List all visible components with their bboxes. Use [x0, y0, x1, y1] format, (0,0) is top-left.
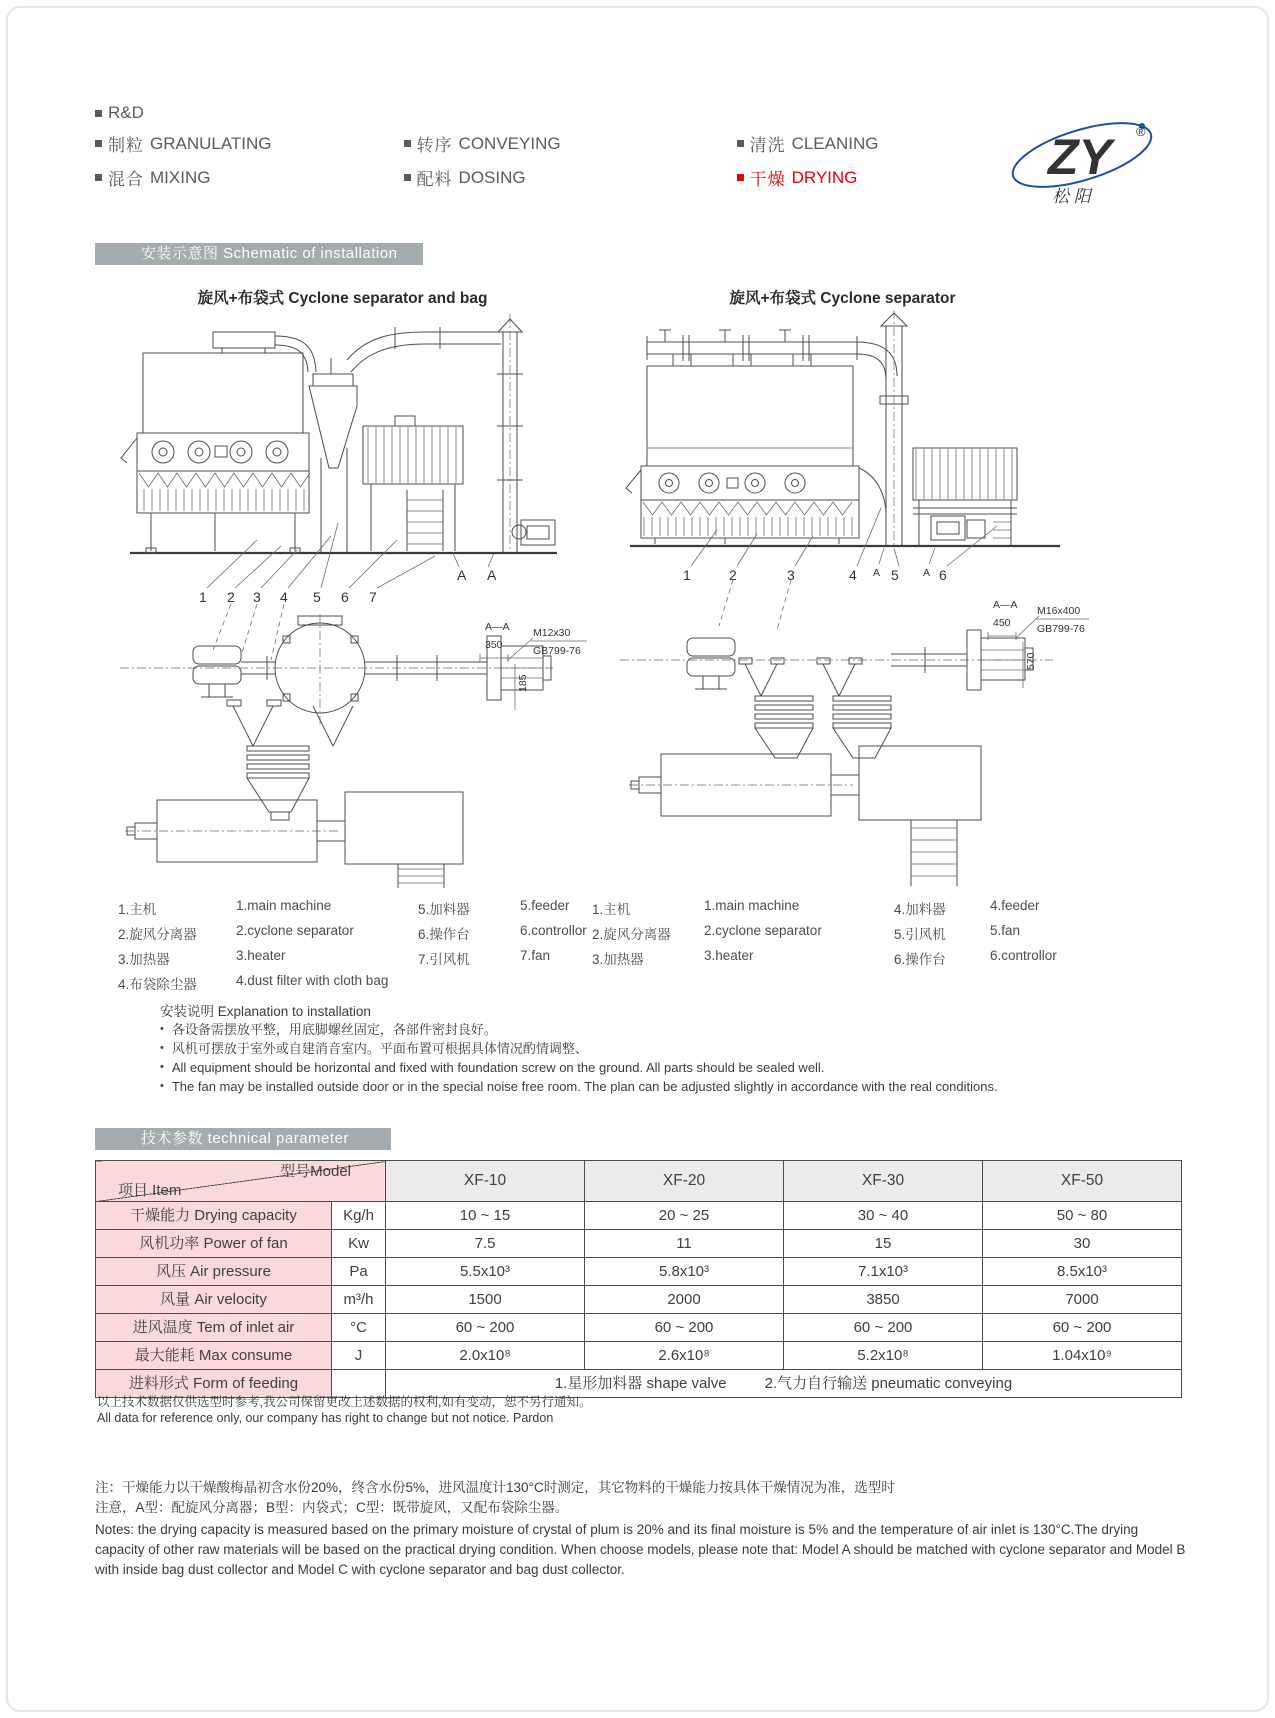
menu-item-drying-active[interactable]	[737, 165, 879, 190]
diagram-left-block	[95, 286, 590, 895]
section-header-installation	[95, 243, 423, 265]
bullet-dot-icon: •	[160, 1023, 164, 1035]
svg-text:GB799-76: GB799-76	[1037, 623, 1085, 635]
logo-subtext: 松 阳	[1052, 187, 1091, 206]
svg-text:570: 570	[1025, 652, 1037, 670]
menu-label-en: CONVEYING	[458, 133, 561, 153]
svg-text:350: 350	[485, 639, 503, 651]
parameter-table-wrap	[95, 1160, 1182, 1398]
legend-left: 1.主机 1.main machine 5.加料器 5.feeder 2.旋风分离器 2.cyclone separator 6.操作台 6.controllor 3.加热器 3.heater 7.引风机 7.fan 4.布袋除尘器 4.dust filter with cloth bag	[118, 898, 587, 992]
right-plan	[620, 630, 1053, 886]
right-dimension-note	[988, 599, 1089, 688]
table-row: 风量 Air velocity m³/h 1500 2000 3850 7000	[96, 1286, 1182, 1314]
menu-label-en: GRANULATING	[150, 133, 272, 153]
bullet-square-icon	[737, 174, 744, 181]
parameter-table	[95, 1160, 1182, 1398]
section-title: 技术参数 technical parameter	[141, 1130, 349, 1147]
menu-label-en: DOSING	[458, 167, 526, 187]
table-row: 进风温度 Tem of inlet air °C 60 ~ 200 60 ~ 200 60 ~ 200 60 ~ 200	[96, 1314, 1182, 1342]
menu-label-cn: 混合	[108, 170, 144, 189]
company-logo	[1000, 108, 1180, 208]
menu-item-rd[interactable]	[95, 103, 879, 123]
bullet-square-icon	[404, 140, 411, 147]
diagram-left-drawing	[95, 308, 590, 890]
left-dimension-note	[480, 621, 587, 710]
model-xf30: XF-30	[784, 1161, 983, 1202]
right-elevation	[626, 310, 1060, 546]
svg-text:3: 3	[787, 567, 795, 583]
menu-label-cn: 制粒	[108, 136, 144, 155]
diagonal-header-cell	[96, 1161, 386, 1202]
diagram-left-caption: 旋风+布袋式 Cyclone separator and bag	[197, 290, 488, 307]
notes-title: 安装说明 Explanation to installation	[160, 1004, 371, 1019]
menu-item-conveying[interactable]	[404, 131, 561, 156]
svg-text:A: A	[923, 567, 931, 579]
bullet-square-icon	[95, 110, 102, 117]
note-text: The fan may be installed outside door or in the special noise free room. The plan can be adjusted slightly in accordance with the real conditions.	[171, 1079, 998, 1094]
table-row: 最大能耗 Max consume J 2.0x10⁸ 2.6x10⁸ 5.2x10⁸ 1.04x10⁹	[96, 1342, 1182, 1370]
svg-text:6: 6	[341, 589, 349, 605]
section-header-technical	[95, 1128, 391, 1150]
svg-text:2: 2	[227, 589, 235, 605]
installation-notes	[160, 1000, 1100, 1096]
svg-text:A—A: A—A	[485, 621, 510, 633]
note-text: 各设备需摆放平整，用底脚螺丝固定，各部件密封良好。	[171, 1022, 497, 1037]
left-callouts	[199, 523, 435, 660]
menu-item-mixing[interactable]	[95, 165, 272, 190]
disclaimer-en: All data for reference only, our company has right to change but not notice. Pardon	[97, 1411, 554, 1425]
disclaimer-cn: 以上技术数据仅供选型时参考,我公司保留更改上述数据的权利,如有变动，恕不另行通知。	[97, 1395, 592, 1409]
menu-item-granulating[interactable]	[95, 131, 272, 156]
svg-text:2: 2	[729, 567, 737, 583]
svg-text:1: 1	[683, 567, 691, 583]
left-plan	[120, 614, 553, 888]
menu-item-dosing[interactable]	[404, 165, 561, 190]
svg-text:5: 5	[891, 567, 899, 583]
menu-label-en: DRYING	[791, 167, 858, 187]
menu-label-cn: 干燥	[749, 170, 786, 189]
table-row: 风压 Air pressure Pa 5.5x10³ 5.8x10³ 7.1x10³ 8.5x10³	[96, 1258, 1182, 1286]
bullet-square-icon	[95, 174, 102, 181]
bullet-square-icon	[95, 140, 102, 147]
bullet-square-icon	[737, 140, 744, 147]
menu-label-cn: 配料	[416, 170, 453, 189]
note-text: All equipment should be horizontal and fixed with foundation screw on the ground. All parts should be sealed well.	[171, 1060, 825, 1075]
bullet-dot-icon: •	[160, 1042, 164, 1054]
table-header-row	[96, 1161, 1182, 1202]
model-xf10: XF-10	[386, 1161, 585, 1202]
table-row: 风机功率 Power of fan Kw 7.5 11 15 30	[96, 1230, 1182, 1258]
svg-text:6: 6	[939, 567, 947, 583]
legend-right: 1.主机 1.main machine 4.加料器 4.feeder 2.旋风分离器 2.cyclone separator 5.引风机 5.fan 3.加热器 3.heater 6.操作台 6.controllor	[592, 898, 1057, 967]
menu-label-cn: 转序	[416, 136, 453, 155]
footnote-cn2: 注意，A型：配旋风分离器；B型：内袋式；C型：既带旋风，又配布袋除尘器。	[95, 1500, 569, 1515]
svg-text:A: A	[873, 567, 881, 579]
bullet-dot-icon: •	[160, 1080, 164, 1092]
table-row: 干燥能力 Drying capacity Kg/h 10 ~ 15 20 ~ 25 30 ~ 40 50 ~ 80	[96, 1202, 1182, 1230]
feeding-value: 1.星形加料器 shape valve 2.气力自行输送 pneumatic conveying	[386, 1370, 1182, 1398]
svg-text:5: 5	[313, 589, 321, 605]
diagram-right-drawing	[595, 308, 1090, 890]
svg-text:A: A	[457, 567, 467, 583]
footnote-en: Notes: the drying capacity is measured based on the primary moisture of crystal of plum is 20% and its final moisture is 5% and the temperature of air inlet is 130°C.The drying capacity of other raw materials will be based on the practical drying condition. When choose models, please note that: Model A should be matched with cyclone separator and Model B with inside bag dust collector and Model C with cyclone separator and bag dust collector.	[95, 1522, 1186, 1577]
svg-text:A: A	[487, 567, 497, 583]
footnote-cn1: 注：干燥能力以干燥酸梅晶初含水份20%，终含水份5%，进风温度计130°C时测定，其它物料的干燥能力按具体干燥情况为准，选型时	[95, 1480, 895, 1495]
diagram-right-caption: 旋风+布袋式 Cyclone separator	[729, 290, 956, 307]
menu-label-cn: 清洗	[749, 136, 786, 155]
menu-label-en: MIXING	[150, 167, 211, 187]
bullet-square-icon	[404, 174, 411, 181]
menu-label: R&D	[108, 103, 144, 122]
item-label: 项目 Item	[118, 1182, 182, 1199]
diagram-right-block	[595, 286, 1090, 895]
svg-text:450: 450	[993, 617, 1011, 629]
footnotes	[95, 1478, 1187, 1580]
logo-registered-icon: ®	[1136, 124, 1146, 139]
bullet-dot-icon: •	[160, 1061, 164, 1073]
svg-text:3: 3	[253, 589, 261, 605]
section-title: 安装示意图 Schematic of installation	[141, 245, 398, 262]
svg-text:1: 1	[199, 589, 207, 605]
header-menu	[95, 103, 879, 190]
svg-text:4: 4	[849, 567, 857, 583]
svg-text:GB799-76: GB799-76	[533, 645, 581, 657]
svg-text:185: 185	[517, 674, 529, 692]
svg-text:M12x30: M12x30	[533, 627, 571, 639]
svg-text:M16x400: M16x400	[1037, 605, 1081, 617]
table-feeding-row: 进料形式 Form of feeding 1.星形加料器 shape valve 2.气力自行输送 pneumatic conveying	[96, 1370, 1182, 1398]
left-elevation	[121, 314, 557, 583]
logo-text: ZY	[1048, 129, 1112, 185]
model-xf20: XF-20	[585, 1161, 784, 1202]
menu-label-en: CLEANING	[791, 133, 879, 153]
note-text: 风机可摆放于室外或自建消音室内。平面布置可根据具体情况酌情调整、	[171, 1041, 588, 1056]
menu-item-cleaning[interactable]	[737, 131, 879, 156]
svg-text:4: 4	[280, 589, 288, 605]
model-label: 型号Model	[280, 1163, 351, 1180]
svg-text:A—A: A—A	[993, 599, 1018, 611]
svg-text:7: 7	[369, 589, 377, 605]
model-xf50: XF-50	[983, 1161, 1182, 1202]
